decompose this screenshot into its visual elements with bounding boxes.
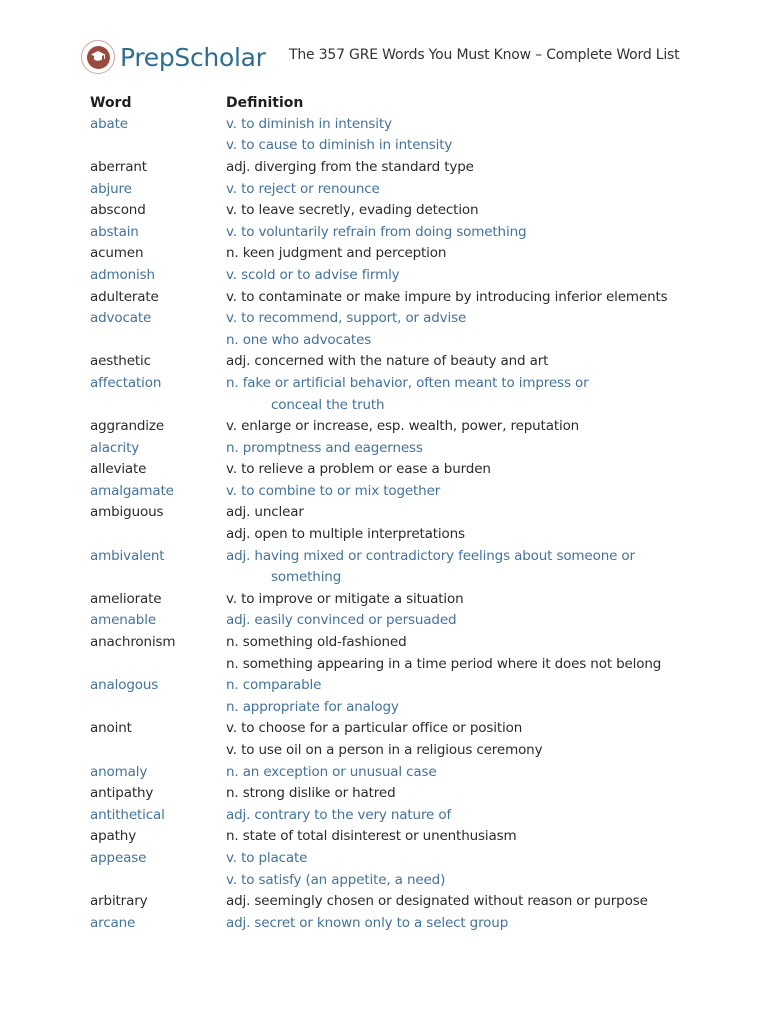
table-row [90,610,690,632]
definition-cell: v. scold or to advise firmly [226,266,400,283]
definition-cell: something [271,569,342,586]
table-row [90,696,690,718]
word-cell: advocate [90,310,152,327]
word-cell: amalgamate [90,482,174,499]
word-cell: abate [90,115,128,132]
table-row [90,739,690,761]
word-cell: antipathy [90,785,154,802]
table-row [90,588,690,610]
word-cell: anachronism [90,634,176,651]
word-cell: analogous [90,677,159,694]
definition-cell: v. enlarge or increase, esp. wealth, power, reputation [226,418,580,435]
definition-cell: n. something appearing in a time period where it does not belong [226,655,662,672]
word-cell: acumen [90,245,144,262]
table-row [90,761,690,783]
table-row [90,307,690,329]
table-row [90,653,690,675]
table-body [90,113,690,934]
word-cell: antithetical [90,806,165,823]
table-row [90,394,690,416]
table-row [90,243,690,265]
definition-cell: adj. contrary to the very nature of [226,806,452,823]
table-row [90,286,690,308]
table-row [90,847,690,869]
table-row [90,631,690,653]
definition-cell: adj. secret or known only to a select group [226,914,509,931]
table-row [90,480,690,502]
table-header [90,93,690,113]
table-row [90,826,690,848]
table-row [90,135,690,157]
definition-cell: adj. unclear [226,504,304,521]
word-cell: alacrity [90,439,140,456]
word-cell: apathy [90,828,137,845]
word-cell: ameliorate [90,590,162,607]
word-cell: alleviate [90,461,147,478]
definition-cell: adj. easily convinced or persuaded [226,612,457,629]
word-cell: aggrandize [90,418,165,435]
definition-cell: adj. having mixed or contradictory feelings about someone or [226,547,635,564]
table-row [90,264,690,286]
definition-cell: n. one who advocates [226,331,372,348]
word-cell: abscond [90,202,146,219]
definition-cell: n. keen judgment and perception [226,245,447,262]
definition-cell: adj. seemingly chosen or designated without reason or purpose [226,893,648,910]
definition-cell: v. to choose for a particular office or position [226,720,523,737]
definition-cell: n. comparable [226,677,322,694]
table-row [90,415,690,437]
definition-cell: adj. concerned with the nature of beauty and art [226,353,549,370]
table-row [90,199,690,221]
definition-cell: n. fake or artificial behavior, often meant to impress or [226,374,589,391]
table-row [90,351,690,373]
table-row [90,869,690,891]
definition-cell: n. appropriate for analogy [226,698,399,715]
definition-cell: v. to placate [226,849,308,866]
definition-cell: v. to recommend, support, or advise [226,310,467,327]
definition-cell: v. to diminish in intensity [226,115,392,132]
definition-cell: v. to use oil on a person in a religious ceremony [226,742,543,759]
definition-cell: n. an exception or unusual case [226,763,437,780]
brand-name: PrepScholar [120,42,266,72]
word-cell: adulterate [90,288,159,305]
definition-cell: n. promptness and eagerness [226,439,423,456]
table-row [90,674,690,696]
document-title: The 357 GRE Words You Must Know – Complete Word List [289,47,680,63]
table-row [90,502,690,524]
word-list-table [90,93,690,934]
table-row [90,437,690,459]
table-row [90,113,690,135]
word-cell: abjure [90,180,132,197]
definition-cell: n. something old-fashioned [226,634,407,651]
definition-cell: v. to contaminate or make impure by introducing inferior elements [226,288,668,305]
word-cell: anomaly [90,763,148,780]
table-row [90,459,690,481]
table-row [90,718,690,740]
table-row [90,178,690,200]
table-row [90,804,690,826]
word-cell: ambiguous [90,504,164,521]
table-row [90,523,690,545]
table-row [90,890,690,912]
column-header-word: Word [90,95,132,111]
logo [81,40,115,74]
definition-cell: n. state of total disinterest or unenthusiasm [226,828,517,845]
word-cell: amenable [90,612,156,629]
table-row [90,329,690,351]
header [81,38,266,76]
column-header-definition: Definition [226,95,304,111]
word-cell: abstain [90,223,139,240]
graduation-cap-icon [87,46,110,69]
table-row [90,545,690,567]
definition-cell: v. to cause to diminish in intensity [226,137,453,154]
table-row [90,221,690,243]
definition-cell: v. to relieve a problem or ease a burden [226,461,491,478]
definition-cell: v. to improve or mitigate a situation [226,590,464,607]
table-row [90,912,690,934]
word-cell: arcane [90,914,136,931]
definition-cell: v. to satisfy (an appetite, a need) [226,871,446,888]
table-row [90,372,690,394]
word-cell: admonish [90,266,155,283]
word-cell: ambivalent [90,547,165,564]
definition-cell: n. strong dislike or hatred [226,785,396,802]
definition-cell: adj. open to multiple interpretations [226,526,465,543]
definition-cell: conceal the truth [271,396,385,413]
definition-cell: v. to voluntarily refrain from doing something [226,223,527,240]
definition-cell: v. to reject or renounce [226,180,380,197]
definition-cell: adj. diverging from the standard type [226,158,474,175]
word-cell: aberrant [90,158,147,175]
definition-cell: v. to leave secretly, evading detection [226,202,479,219]
word-cell: affectation [90,374,162,391]
word-cell: appease [90,849,147,866]
table-row [90,156,690,178]
word-cell: arbitrary [90,893,148,910]
word-cell: anoint [90,720,132,737]
definition-cell: v. to combine to or mix together [226,482,441,499]
table-row [90,782,690,804]
table-row [90,566,690,588]
word-cell: aesthetic [90,353,151,370]
